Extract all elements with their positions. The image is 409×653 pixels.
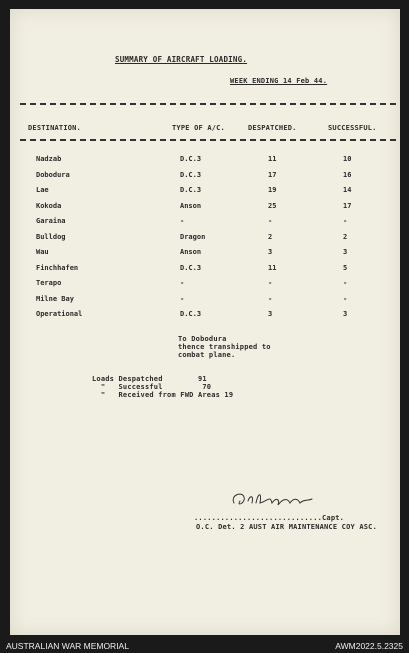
cell-successful: 16 (343, 170, 352, 179)
cell-despatched: 3 (268, 248, 273, 256)
cell-destination: Nadzab (36, 155, 62, 163)
cell-type: D.C.3 (180, 263, 202, 272)
table-row (10, 155, 400, 167)
cell-despatched: 11 (268, 155, 277, 163)
cell-destination: Milne Bay (36, 294, 74, 303)
cell-type: Anson (180, 201, 202, 210)
cell-despatched: 25 (268, 201, 277, 210)
table-row (10, 233, 400, 245)
cell-destination: Wau (36, 248, 49, 256)
table-row (10, 295, 400, 307)
cell-type: D.C.3 (180, 310, 202, 318)
header-destination: DESTINATION. (28, 124, 81, 132)
cell-despatched: 19 (268, 186, 277, 194)
cell-destination: Terapo (36, 279, 62, 287)
cell-despatched: - (268, 294, 273, 303)
footer-accession: AWM2022.5.2325 (335, 641, 403, 651)
note (178, 335, 271, 359)
cell-despatched: - (268, 279, 273, 287)
cell-despatched: 2 (268, 232, 273, 241)
top-rule (20, 103, 396, 105)
footer-credit: AUSTRALIAN WAR MEMORIAL (6, 641, 129, 651)
cell-destination: Kokoda (36, 201, 62, 210)
note-line: combat plane. (178, 351, 236, 359)
cell-despatched: 11 (268, 263, 277, 272)
table-row (10, 279, 400, 291)
cell-despatched: 17 (268, 170, 277, 179)
document-title: SUMMARY OF AIRCRAFT LOADING. (115, 55, 248, 64)
cell-successful: 14 (343, 186, 352, 194)
cell-successful: - (343, 217, 348, 225)
cell-type: - (180, 217, 185, 225)
cell-successful: 10 (343, 155, 352, 163)
cell-despatched: - (268, 217, 273, 225)
table-row (10, 248, 400, 260)
table-row (10, 217, 400, 229)
cell-successful: 3 (343, 248, 348, 256)
signature-line: .............................Capt. (194, 514, 345, 522)
cell-despatched: 3 (268, 310, 273, 318)
cell-type: D.C.3 (180, 170, 202, 179)
cell-successful: 17 (343, 201, 352, 210)
summary-despatched: Loads Despatched 91 (92, 375, 207, 383)
cell-successful: 2 (343, 232, 348, 241)
header-type: TYPE OF A/C. (172, 124, 225, 132)
table-row (10, 171, 400, 183)
table-row (10, 264, 400, 276)
signature-unit: O.C. Det. 2 AUST AIR MAINTENANCE COY ASC. (196, 523, 377, 531)
cell-destination: Garaina (36, 217, 66, 225)
header-despatched: DESPATCHED. (248, 124, 297, 132)
cell-type: D.C.3 (180, 186, 202, 194)
cell-successful: 3 (343, 310, 348, 318)
cell-destination: Operational (36, 310, 83, 318)
cell-type: Dragon (180, 232, 206, 241)
header-successful: SUCCESSFUL. (328, 124, 377, 132)
table-row (10, 202, 400, 214)
cell-destination: Finchhafen (36, 263, 79, 272)
note-line: thence transhipped to (178, 343, 271, 351)
cell-destination: Lae (36, 186, 49, 194)
cell-destination: Dobodura (36, 170, 70, 179)
cell-destination: Bulldog (36, 232, 66, 241)
cell-type: - (180, 294, 185, 303)
cell-type: D.C.3 (180, 155, 202, 163)
week-ending: WEEK ENDING 14 Feb 44. (230, 77, 328, 85)
summary-received: " Received from FWD Areas 19 (92, 391, 234, 399)
handwritten-signature (228, 487, 328, 511)
document-page (10, 9, 400, 635)
footer-bar (0, 640, 409, 653)
cell-successful: 5 (343, 263, 348, 272)
cell-type: - (180, 279, 185, 287)
table-row (10, 310, 400, 322)
cell-successful: - (343, 279, 348, 287)
header-rule (20, 139, 396, 141)
note-line: To Dobodura (178, 335, 227, 343)
table-row (10, 186, 400, 198)
cell-type: Anson (180, 248, 202, 256)
cell-successful: - (343, 294, 348, 303)
summary-successful: " Successful 70 (92, 383, 212, 391)
